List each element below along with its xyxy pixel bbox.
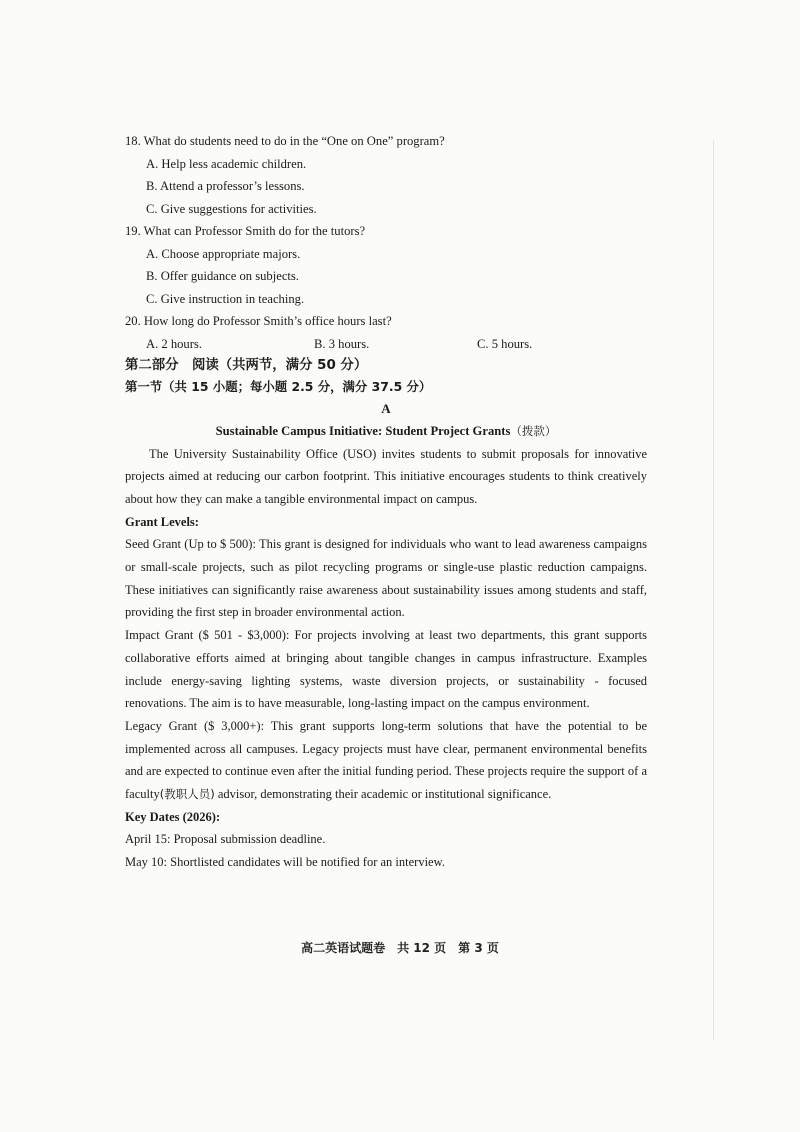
date-item: April 15: Proposal submission deadline. bbox=[125, 832, 326, 847]
options-row bbox=[146, 337, 647, 352]
question-stem: 18. What do students need to do in the “One on One” program? bbox=[125, 134, 445, 148]
question-stem: 19. What can Professor Smith do for the tutors? bbox=[125, 224, 366, 238]
passage-intro: The University Sustainability Office (USO) invites students to submit proposals for innovative projects aimed at reducing our carbon footprint. This initiative encourages students to think creatively about how they can make a tangible environmental impact on campus. bbox=[125, 446, 647, 506]
date-item: May 10: Shortlisted candidates will be notified for an interview. bbox=[125, 855, 445, 870]
option-b: B. 3 hours. bbox=[314, 336, 370, 351]
passage-letter: A bbox=[381, 400, 391, 416]
legacy-grant-gloss: (教职人员) bbox=[159, 787, 215, 802]
question-19 bbox=[125, 224, 647, 307]
page-content bbox=[125, 134, 647, 874]
option-b: B. Attend a professor’s lessons. bbox=[146, 179, 305, 193]
part-two-heading: 第二部分 阅读（共两节，满分 50 分） bbox=[125, 357, 368, 373]
question-18 bbox=[125, 134, 647, 217]
passage-title-gloss: （拨款） bbox=[510, 423, 557, 438]
option-c: C. Give suggestions for activities. bbox=[146, 201, 317, 216]
legacy-grant-text: Legacy Grant ($ 3,000+): This grant supports long-term solutions that have the potential to be implemented across all campuses. Legacy projects must have clear, permanent environmental benefits and are expected to continue even after the initial funding period. These projects require the support of a faculty bbox=[125, 718, 647, 802]
impact-grant-paragraph: Impact Grant ($ 501 - $3,000): For projects involving at least two departments, this grant supports collaborative efforts aimed at bringing about tangible changes in campus infrastructure. Examples include energy-saving lighting systems, waste diversion projects, or sustainability - focused renovations. The aim is to have measurable, long-lasting impact on the campus environment. bbox=[125, 628, 647, 711]
passage-title bbox=[125, 423, 647, 439]
option-a: A. Help less academic children. bbox=[146, 156, 307, 171]
passage-title-text: Sustainable Campus Initiative: Student Project Grants bbox=[215, 423, 511, 438]
option-a: A. Choose appropriate majors. bbox=[146, 246, 301, 261]
option-a: A. 2 hours. bbox=[146, 336, 202, 351]
option-b: B. Offer guidance on subjects. bbox=[146, 269, 299, 283]
legacy-grant-paragraph bbox=[125, 715, 647, 806]
key-dates-heading: Key Dates (2026): bbox=[125, 809, 221, 824]
legacy-grant-text-end: advisor, demonstrating their academic or institutional significance. bbox=[214, 787, 552, 802]
question-stem: 20. How long do Professor Smith’s office hours last? bbox=[125, 314, 392, 328]
seed-grant-paragraph: Seed Grant (Up to $ 500): This grant is designed for individuals who want to lead awareness campaigns or small-scale projects, such as pilot recycling programs or single-use plastic reduction campaigns. These initiatives can significantly raise awareness about sustainability issues among students and staff, providing the first step in broader environmental action. bbox=[125, 537, 647, 620]
page-fold-line bbox=[713, 140, 714, 1040]
section-one-heading: 第一节（共 15 小题；每小题 2.5 分，满分 37.5 分） bbox=[125, 378, 432, 394]
question-20 bbox=[125, 314, 647, 352]
option-c: C. Give instruction in teaching. bbox=[146, 291, 305, 306]
option-c: C. 5 hours. bbox=[477, 336, 533, 351]
page-footer: 高二英语试题卷 共 12 页 第 3 页 bbox=[301, 941, 499, 955]
grant-levels-heading: Grant Levels: bbox=[125, 514, 199, 529]
